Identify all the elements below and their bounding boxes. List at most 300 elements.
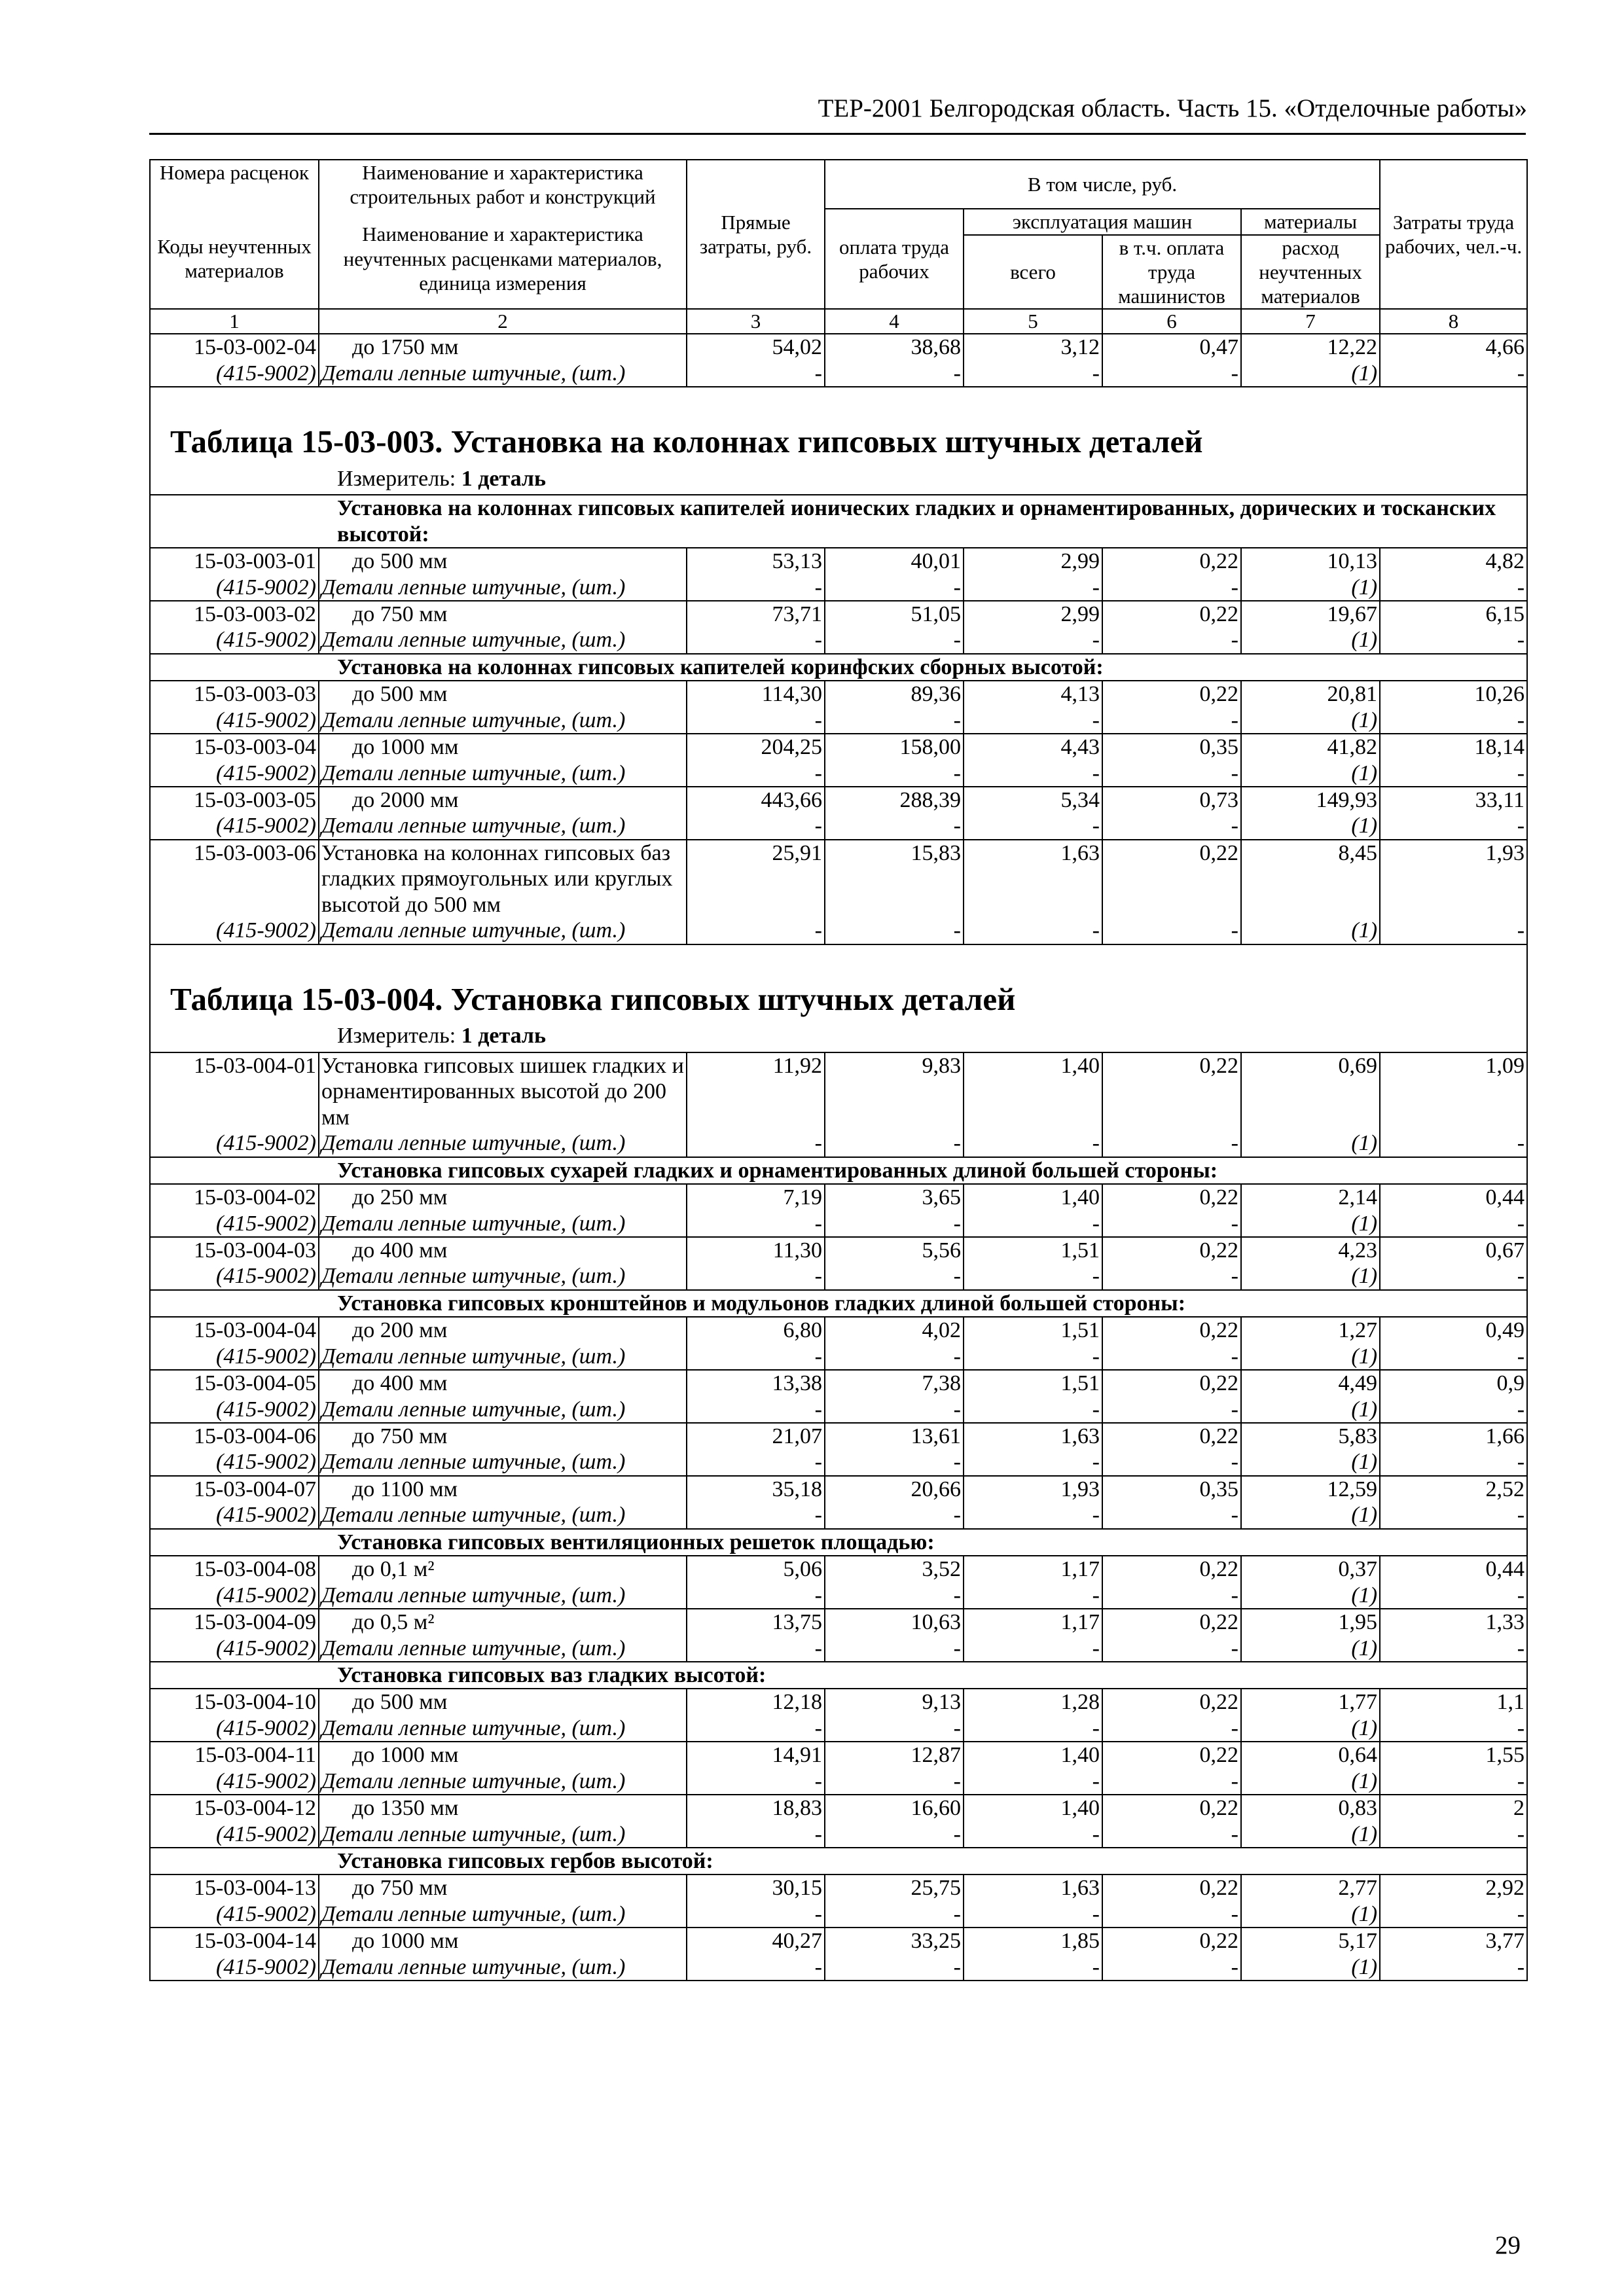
dash-cell: -	[687, 1636, 825, 1662]
dash-cell: -	[964, 761, 1102, 787]
table-title-row	[150, 387, 1527, 495]
rate-value-col-3: 5,06	[687, 1556, 825, 1582]
material-code: (415-9002)	[150, 361, 319, 387]
material-row	[150, 1344, 1527, 1370]
rate-value-col-4: 7,38	[825, 1370, 964, 1396]
rate-value-col-7: 2,77	[1241, 1874, 1380, 1901]
dash-cell: -	[1102, 1768, 1241, 1795]
dash-cell: -	[964, 1954, 1102, 1981]
rate-name: до 1350 мм	[319, 1795, 687, 1821]
rate-value-col-7: 4,49	[1241, 1370, 1380, 1396]
rate-row	[150, 840, 1527, 918]
dash-cell: -	[825, 1263, 964, 1289]
rate-code: 15-03-004-04	[150, 1317, 319, 1343]
dash-cell: -	[1102, 575, 1241, 601]
rate-name: до 400 мм	[319, 1237, 687, 1263]
rate-value-col-4: 25,75	[825, 1874, 964, 1901]
rate-value-col-4: 9,13	[825, 1689, 964, 1715]
material-quantity: (1)	[1241, 761, 1380, 787]
rate-value-col-6: 0,22	[1102, 1928, 1241, 1954]
rate-value-col-6: 0,22	[1102, 1556, 1241, 1582]
dash-cell: -	[1380, 627, 1527, 653]
dash-cell: -	[825, 1768, 964, 1795]
section-heading-row	[150, 1157, 1527, 1184]
table-title-row	[150, 944, 1527, 1052]
material-quantity: (1)	[1241, 1901, 1380, 1928]
rate-value-col-4: 33,25	[825, 1928, 964, 1954]
rate-value-col-8: 1,1	[1380, 1689, 1527, 1715]
material-name: Детали лепные штучные, (шт.)	[319, 1263, 687, 1289]
dash-cell: -	[1380, 575, 1527, 601]
rate-code: 15-03-004-05	[150, 1370, 319, 1396]
dash-cell: -	[964, 1715, 1102, 1742]
dash-cell: -	[825, 1449, 964, 1475]
material-row	[150, 1821, 1527, 1848]
rate-value-col-7: 5,83	[1241, 1423, 1380, 1449]
material-name: Детали лепные штучные, (шт.)	[319, 1211, 687, 1237]
rate-value-col-6: 0,22	[1102, 548, 1241, 574]
rate-value-col-3: 53,13	[687, 548, 825, 574]
dash-cell: -	[964, 1344, 1102, 1370]
rate-value-col-8: 6,15	[1380, 601, 1527, 627]
rate-row	[150, 734, 1527, 760]
dash-cell: -	[1102, 1636, 1241, 1662]
dash-cell: -	[825, 627, 964, 653]
material-code: (415-9002)	[150, 1344, 319, 1370]
dash-cell: -	[1102, 1502, 1241, 1528]
rate-value-col-3: 21,07	[687, 1423, 825, 1449]
section-heading-row	[150, 1662, 1527, 1689]
material-code: (415-9002)	[150, 1636, 319, 1662]
dash-cell: -	[687, 1715, 825, 1742]
table-title: Таблица 15-03-003. Установка на колоннах гипсовых штучных деталей	[170, 423, 1203, 459]
column-number-1: 1	[150, 309, 319, 334]
rate-value-col-5: 1,63	[964, 1423, 1102, 1449]
rates-table	[149, 159, 1528, 1981]
dash-cell: -	[1102, 1397, 1241, 1423]
dash-cell: -	[1102, 1130, 1241, 1157]
col-header-machines-total: всего	[964, 235, 1102, 310]
material-name: Детали лепные штучные, (шт.)	[319, 1901, 687, 1928]
material-code: (415-9002)	[150, 761, 319, 787]
rate-row	[150, 1237, 1527, 1263]
dash-cell: -	[964, 575, 1102, 601]
rate-code: 15-03-004-09	[150, 1609, 319, 1635]
material-code: (415-9002)	[150, 1768, 319, 1795]
section-heading-row	[150, 654, 1527, 681]
rate-value-col-4: 288,39	[825, 787, 964, 813]
rate-code: 15-03-004-01	[150, 1052, 319, 1130]
dash-cell: -	[1380, 1344, 1527, 1370]
material-name: Детали лепные штучные, (шт.)	[319, 761, 687, 787]
rate-value-col-5: 2,99	[964, 548, 1102, 574]
rate-code: 15-03-002-04	[150, 334, 319, 360]
rate-value-col-8: 1,55	[1380, 1742, 1527, 1768]
measure-label: Измеритель:	[337, 1024, 461, 1049]
dash-cell: -	[687, 361, 825, 387]
material-row	[150, 1263, 1527, 1289]
dash-cell: -	[1102, 918, 1241, 944]
column-number-3: 3	[687, 309, 825, 334]
rate-name: до 1000 мм	[319, 734, 687, 760]
dash-cell: -	[825, 1715, 964, 1742]
column-number-5: 5	[964, 309, 1102, 334]
rate-name: до 750 мм	[319, 1423, 687, 1449]
rate-value-col-6: 0,22	[1102, 1689, 1241, 1715]
material-row	[150, 1211, 1527, 1237]
rate-code: 15-03-003-05	[150, 787, 319, 813]
dash-cell: -	[964, 1901, 1102, 1928]
rate-row	[150, 1795, 1527, 1821]
rate-value-col-4: 9,83	[825, 1052, 964, 1130]
header-rule	[149, 133, 1526, 135]
rate-value-col-6: 0,22	[1102, 601, 1241, 627]
rate-value-col-7: 1,27	[1241, 1317, 1380, 1343]
dash-cell: -	[1380, 918, 1527, 944]
material-code: (415-9002)	[150, 575, 319, 601]
rate-value-col-6: 0,73	[1102, 787, 1241, 813]
running-header: ТЕР-2001 Белгородская область. Часть 15. «Отделочные работы»	[818, 94, 1527, 122]
rate-value-col-7: 0,37	[1241, 1556, 1380, 1582]
material-quantity: (1)	[1241, 1130, 1380, 1157]
rate-value-col-7: 12,22	[1241, 334, 1380, 360]
material-quantity: (1)	[1241, 1636, 1380, 1662]
material-quantity: (1)	[1241, 1502, 1380, 1528]
dash-cell: -	[964, 1768, 1102, 1795]
rate-value-col-3: 114,30	[687, 681, 825, 707]
rate-name: до 1000 мм	[319, 1928, 687, 1954]
material-quantity: (1)	[1241, 575, 1380, 601]
dash-cell: -	[1380, 1821, 1527, 1848]
rate-value-col-7: 41,82	[1241, 734, 1380, 760]
rate-value-col-4: 3,65	[825, 1184, 964, 1210]
table-title-cell	[150, 387, 1527, 495]
rate-name: до 0,5 м²	[319, 1609, 687, 1635]
rate-value-col-4: 10,63	[825, 1609, 964, 1635]
rate-value-col-5: 1,28	[964, 1689, 1102, 1715]
col-header-rate-numbers: Номера расценок	[150, 160, 319, 209]
section-heading: Установка гипсовых сухарей гладких и орнаментированных длиной большей стороны:	[150, 1157, 1527, 1184]
material-row	[150, 1954, 1527, 1981]
rate-value-col-5: 1,17	[964, 1609, 1102, 1635]
rate-value-col-5: 1,93	[964, 1476, 1102, 1502]
dash-cell: -	[687, 1449, 825, 1475]
material-row	[150, 1901, 1527, 1928]
rate-value-col-5: 1,40	[964, 1052, 1102, 1130]
dash-cell: -	[825, 1954, 964, 1981]
rate-name: до 500 мм	[319, 548, 687, 574]
material-name: Детали лепные штучные, (шт.)	[319, 1397, 687, 1423]
material-code: (415-9002)	[150, 1583, 319, 1609]
material-code: (415-9002)	[150, 1211, 319, 1237]
rate-value-col-4: 89,36	[825, 681, 964, 707]
material-code: (415-9002)	[150, 813, 319, 839]
material-code: (415-9002)	[150, 918, 319, 944]
rate-value-col-8: 2	[1380, 1795, 1527, 1821]
rate-code: 15-03-003-02	[150, 601, 319, 627]
rate-value-col-6: 0,35	[1102, 734, 1241, 760]
rate-value-col-6: 0,22	[1102, 1184, 1241, 1210]
material-code: (415-9002)	[150, 627, 319, 653]
rate-value-col-4: 3,52	[825, 1556, 964, 1582]
rate-value-col-6: 0,22	[1102, 681, 1241, 707]
rate-value-col-5: 5,34	[964, 787, 1102, 813]
section-heading-row	[150, 495, 1527, 548]
rate-row	[150, 1928, 1527, 1954]
dash-cell: -	[1102, 1821, 1241, 1848]
header-row-2	[150, 209, 1527, 234]
rate-name: до 500 мм	[319, 681, 687, 707]
dash-cell: -	[825, 1344, 964, 1370]
rate-value-col-3: 35,18	[687, 1476, 825, 1502]
rate-value-col-6: 0,22	[1102, 1423, 1241, 1449]
section-heading: Установка на колоннах гипсовых капителей ионических гладких и орнаментированных, дорических и тосканских высотой:	[150, 495, 1527, 548]
dash-cell: -	[825, 1901, 964, 1928]
rate-value-col-4: 4,02	[825, 1317, 964, 1343]
rate-code: 15-03-003-04	[150, 734, 319, 760]
material-row	[150, 761, 1527, 787]
material-name: Детали лепные штучные, (шт.)	[319, 1583, 687, 1609]
material-code: (415-9002)	[150, 1502, 319, 1528]
material-code: (415-9002)	[150, 708, 319, 734]
rate-code: 15-03-004-08	[150, 1556, 319, 1582]
rate-row	[150, 1476, 1527, 1502]
rate-code: 15-03-004-07	[150, 1476, 319, 1502]
material-row	[150, 575, 1527, 601]
rate-value-col-3: 12,18	[687, 1689, 825, 1715]
rate-value-col-8: 1,93	[1380, 840, 1527, 918]
material-quantity: (1)	[1241, 1954, 1380, 1981]
rate-value-col-3: 18,83	[687, 1795, 825, 1821]
col-header-material-names: Наименование и характеристика неучтенных расценками материалов, единица измерения	[319, 209, 687, 309]
dash-cell: -	[687, 813, 825, 839]
rate-value-col-7: 149,93	[1241, 787, 1380, 813]
dash-cell: -	[964, 627, 1102, 653]
dash-cell: -	[1380, 761, 1527, 787]
rate-value-col-4: 51,05	[825, 601, 964, 627]
rate-code: 15-03-004-11	[150, 1742, 319, 1768]
material-row	[150, 1130, 1527, 1157]
material-quantity: (1)	[1241, 1583, 1380, 1609]
rate-value-col-5: 1,63	[964, 1874, 1102, 1901]
rate-value-col-7: 12,59	[1241, 1476, 1380, 1502]
material-quantity: (1)	[1241, 1715, 1380, 1742]
rate-value-col-6: 0,22	[1102, 1795, 1241, 1821]
dash-cell: -	[825, 1583, 964, 1609]
dash-cell: -	[1380, 1397, 1527, 1423]
rate-value-col-7: 19,67	[1241, 601, 1380, 627]
rate-value-col-3: 11,30	[687, 1237, 825, 1263]
material-row	[150, 813, 1527, 839]
dash-cell: -	[1102, 1211, 1241, 1237]
rate-name: до 750 мм	[319, 601, 687, 627]
rate-value-col-3: 13,38	[687, 1370, 825, 1396]
dash-cell: -	[687, 1583, 825, 1609]
measure-value: 1 деталь	[461, 466, 546, 491]
rate-code: 15-03-003-01	[150, 548, 319, 574]
rate-value-col-5: 1,85	[964, 1928, 1102, 1954]
rate-row	[150, 1052, 1527, 1130]
rate-value-col-5: 1,63	[964, 840, 1102, 918]
rate-name: до 200 мм	[319, 1317, 687, 1343]
dash-cell: -	[1380, 1768, 1527, 1795]
rate-row	[150, 1742, 1527, 1768]
rate-value-col-3: 40,27	[687, 1928, 825, 1954]
rate-value-col-7: 0,69	[1241, 1052, 1380, 1130]
dash-cell: -	[687, 1821, 825, 1848]
rate-value-col-8: 1,09	[1380, 1052, 1527, 1130]
dash-cell: -	[1380, 1449, 1527, 1475]
dash-cell: -	[687, 1954, 825, 1981]
material-code: (415-9002)	[150, 1821, 319, 1848]
dash-cell: -	[1102, 1954, 1241, 1981]
measure-line	[151, 1023, 1526, 1051]
dash-cell: -	[1102, 761, 1241, 787]
dash-cell: -	[1380, 1901, 1527, 1928]
material-quantity: (1)	[1241, 1768, 1380, 1795]
rate-value-col-3: 204,25	[687, 734, 825, 760]
material-row	[150, 1502, 1527, 1528]
dash-cell: -	[825, 813, 964, 839]
dash-cell: -	[964, 1502, 1102, 1528]
rate-value-col-5: 4,43	[964, 734, 1102, 760]
section-heading: Установка гипсовых вентиляционных решеток площадью:	[150, 1529, 1527, 1556]
rate-code: 15-03-004-13	[150, 1874, 319, 1901]
rate-value-col-4: 5,56	[825, 1237, 964, 1263]
rate-name: до 400 мм	[319, 1370, 687, 1396]
section-heading-row	[150, 1848, 1527, 1874]
dash-cell: -	[687, 1263, 825, 1289]
material-quantity: (1)	[1241, 627, 1380, 653]
column-number-7: 7	[1241, 309, 1380, 334]
material-quantity: (1)	[1241, 918, 1380, 944]
rate-value-col-8: 0,44	[1380, 1184, 1527, 1210]
material-name: Детали лепные штучные, (шт.)	[319, 1449, 687, 1475]
dash-cell: -	[825, 1502, 964, 1528]
rate-value-col-6: 0,22	[1102, 1370, 1241, 1396]
material-quantity: (1)	[1241, 1211, 1380, 1237]
material-code: (415-9002)	[150, 1715, 319, 1742]
rate-row	[150, 1689, 1527, 1715]
dash-cell: -	[687, 1901, 825, 1928]
rate-row	[150, 1874, 1527, 1901]
rate-value-col-3: 11,92	[687, 1052, 825, 1130]
material-code: (415-9002)	[150, 1263, 319, 1289]
material-code: (415-9002)	[150, 1130, 319, 1157]
rate-value-col-6: 0,47	[1102, 334, 1241, 360]
dash-cell: -	[825, 1211, 964, 1237]
dash-cell: -	[1380, 1715, 1527, 1742]
rate-row	[150, 681, 1527, 707]
rate-value-col-8: 4,66	[1380, 334, 1527, 360]
col-header-direct-costs: Прямые затраты, руб.	[687, 160, 825, 309]
rate-name: до 0,1 м²	[319, 1556, 687, 1582]
dash-cell: -	[687, 1344, 825, 1370]
rate-value-col-3: 14,91	[687, 1742, 825, 1768]
material-name: Детали лепные штучные, (шт.)	[319, 1130, 687, 1157]
rate-value-col-8: 0,49	[1380, 1317, 1527, 1343]
column-numbers-row	[150, 309, 1527, 334]
rate-row	[150, 548, 1527, 574]
rate-value-col-5: 1,40	[964, 1184, 1102, 1210]
dash-cell: -	[825, 918, 964, 944]
rate-value-col-6: 0,22	[1102, 1052, 1241, 1130]
rate-value-col-3: 73,71	[687, 601, 825, 627]
rate-value-col-8: 18,14	[1380, 734, 1527, 760]
dash-cell: -	[1102, 361, 1241, 387]
material-name: Детали лепные штучные, (шт.)	[319, 813, 687, 839]
dash-cell: -	[687, 575, 825, 601]
dash-cell: -	[964, 708, 1102, 734]
rate-value-col-6: 0,35	[1102, 1476, 1241, 1502]
rate-name: до 1100 мм	[319, 1476, 687, 1502]
rate-value-col-6: 0,22	[1102, 1742, 1241, 1768]
dash-cell: -	[825, 1821, 964, 1848]
dash-cell: -	[825, 361, 964, 387]
dash-cell: -	[1380, 1583, 1527, 1609]
rate-code: 15-03-004-12	[150, 1795, 319, 1821]
rate-value-col-7: 5,17	[1241, 1928, 1380, 1954]
material-name: Детали лепные штучные, (шт.)	[319, 1636, 687, 1662]
rate-code: 15-03-004-03	[150, 1237, 319, 1263]
material-code: (415-9002)	[150, 1954, 319, 1981]
material-row	[150, 918, 1527, 944]
material-row	[150, 1449, 1527, 1475]
table-title: Таблица 15-03-004. Установка гипсовых штучных деталей	[170, 980, 1016, 1017]
dash-cell: -	[1102, 1449, 1241, 1475]
rate-value-col-6: 0,22	[1102, 1609, 1241, 1635]
rate-row	[150, 787, 1527, 813]
rate-value-col-7: 1,77	[1241, 1689, 1380, 1715]
material-row	[150, 1715, 1527, 1742]
rate-code: 15-03-004-10	[150, 1689, 319, 1715]
col-header-materials: материалы	[1241, 209, 1380, 234]
rate-value-col-7: 0,64	[1241, 1742, 1380, 1768]
dash-cell: -	[825, 1397, 964, 1423]
dash-cell: -	[687, 1502, 825, 1528]
rate-value-col-6: 0,22	[1102, 1237, 1241, 1263]
rate-value-col-5: 1,40	[964, 1742, 1102, 1768]
material-name: Детали лепные штучные, (шт.)	[319, 361, 687, 387]
rate-value-col-7: 1,95	[1241, 1609, 1380, 1635]
dash-cell: -	[1102, 1715, 1241, 1742]
section-heading: Установка на колоннах гипсовых капителей коринфских сборных высотой:	[150, 654, 1527, 681]
rate-value-col-7: 4,23	[1241, 1237, 1380, 1263]
column-number-2: 2	[319, 309, 687, 334]
rate-value-col-3: 54,02	[687, 334, 825, 360]
material-name: Детали лепные штучные, (шт.)	[319, 1821, 687, 1848]
column-number-8: 8	[1380, 309, 1527, 334]
rate-value-col-4: 38,68	[825, 334, 964, 360]
dash-cell: -	[1380, 708, 1527, 734]
material-row	[150, 1583, 1527, 1609]
col-header-machines: эксплуатация машин	[964, 209, 1241, 234]
material-row	[150, 627, 1527, 653]
rate-value-col-8: 0,44	[1380, 1556, 1527, 1582]
rate-value-col-6: 0,22	[1102, 1317, 1241, 1343]
material-row	[150, 1768, 1527, 1795]
dash-cell: -	[964, 1449, 1102, 1475]
rate-value-col-4: 20,66	[825, 1476, 964, 1502]
rate-name: Установка гипсовых шишек гладких и орнаментированных высотой до 200 мм	[319, 1052, 687, 1130]
rate-value-col-4: 158,00	[825, 734, 964, 760]
material-name: Детали лепные штучные, (шт.)	[319, 708, 687, 734]
rate-name: до 500 мм	[319, 1689, 687, 1715]
rate-row	[150, 1556, 1527, 1582]
dash-cell: -	[1380, 1263, 1527, 1289]
rate-value-col-6: 0,22	[1102, 1874, 1241, 1901]
dash-cell: -	[687, 1768, 825, 1795]
